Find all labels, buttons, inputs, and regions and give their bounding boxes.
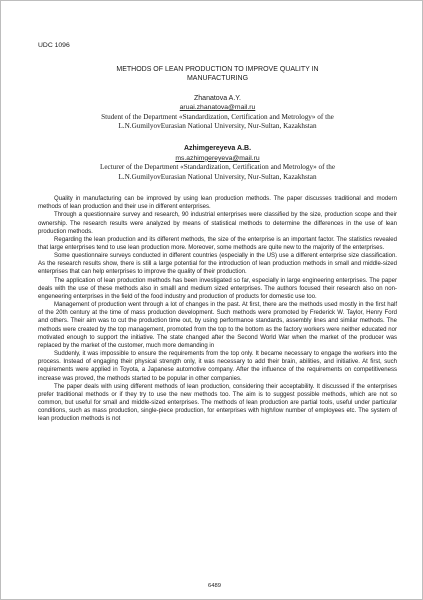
author-affiliation: L.N.GumilyovEurasian National University, Nur-Sultan, Kazakhstan xyxy=(118,122,317,131)
body-paragraph: The application of lean production methods has been investigated so far, especially in large engineering enterprises. The paper deals with the use of these methods also in smalll and medium sized enterprises. The authors focused their research also on non-engeneering enterprises in the field of the food industry and production of products for domestic use too. xyxy=(38,277,397,300)
author-name: Azhimgereyeva A.B. xyxy=(183,145,252,153)
title-line: METHODS OF LEAN PRODUCTION TO IMPROVE QUALITY IN xyxy=(116,66,319,73)
author-email-link[interactable]: aruai.zhanatova@mail.ru xyxy=(179,104,256,112)
abstract-paragraph: Quality in manufacturing can be improved by using lean production methods. The paper discusses traditional and modern methods of lean production and their use in different enterprises. xyxy=(38,196,397,211)
udc-code: UDC 1096 xyxy=(38,42,70,49)
author-affiliation: Student of the Department «Standardization, Certification and Metrology» of the xyxy=(101,112,334,121)
abstract xyxy=(38,195,397,252)
author-name: Zhanatova A.Y. xyxy=(194,94,241,102)
body-paragraph: Suddenly, it was impossible to ensure the requirements from the top only. It became necessary to engage the workers into the process. Instead of engaging their physical strength only, it was necessary to add their brain, abilities, and initiative. At first, such requirements were applied in Toyota, a Japanese automotive company. After the influence of the requirements on competitiveness increase was proved, the methods started to be popular in other companies. xyxy=(38,351,397,382)
abstract-paragraph: Regarding the lean production and its different methods, the size of the enterprise is an important factor. The statistics revealed that large enterprises tend to use lean production more. Moreover, some methods are quite new to the majority of the enterprises. xyxy=(38,236,397,251)
author-affiliation: Lecturer of the Department «Standardization, Certification and Metrology» of the xyxy=(99,163,336,172)
author-block xyxy=(38,144,397,182)
paper-title xyxy=(38,65,397,84)
body-paragraph: Management of production went through a lot of changes in the past. At first, there are the methods used mostly in the first half of the 20th century at the time of mass production development. Such methods were promoted by Frederick W. Taylor, Henry Ford and others. Their aim was to cut the production time out, by using performance standards, assembly lines and similar methods. The methods were created by the top management, promoted from the top to the bottom as the factory workers were neither educated nor motivated enough to support the initiative. The state changed after the Second World War when the market of the producer was replaced by the market of the customer, much more demanding in xyxy=(38,302,397,349)
body-text xyxy=(38,252,397,423)
author-block xyxy=(38,94,397,132)
abstract-paragraph: Through a questionnaire survey and research, 90 industrial enterprises were classified by the size, production scope and their ownership. The research results were analyzed by means of statistical methods to determine the differences in the use of lean production methods. xyxy=(38,212,397,235)
author-affiliation: L.N.GumilyovEurasian National University, Nur-Sultan, Kazakhstan xyxy=(118,172,317,181)
author-email-link[interactable]: ms.azhimgereyeva@mail.ru xyxy=(175,154,260,162)
page-number: 6489 xyxy=(208,583,221,589)
title-line: MANUFACTURING xyxy=(186,75,249,83)
body-paragraph: Some questionnaire surveys conducted in different countries (especially in the US) use a different enterprise size classification. As the research results show, there is still a large potential for the introduction of lean production methods in small and middle-sized enterprises that can help enterprises to improve the quality of their production. xyxy=(38,253,397,276)
body-paragraph: The paper deals with using different methods of lean production, considering their acceptability. It discussed if the enterprises prefer traditional methods or if they try to use the new methods too. The aim is to suggest possible methods, which are not so common, but useful for small and middle-sized enterprises. The methods of lean production are partial tools, useful under particular conditions, such as mass production, single-piece production, for enterprises with high/low number of employees etc. The system of lean production methods is not xyxy=(38,383,397,423)
